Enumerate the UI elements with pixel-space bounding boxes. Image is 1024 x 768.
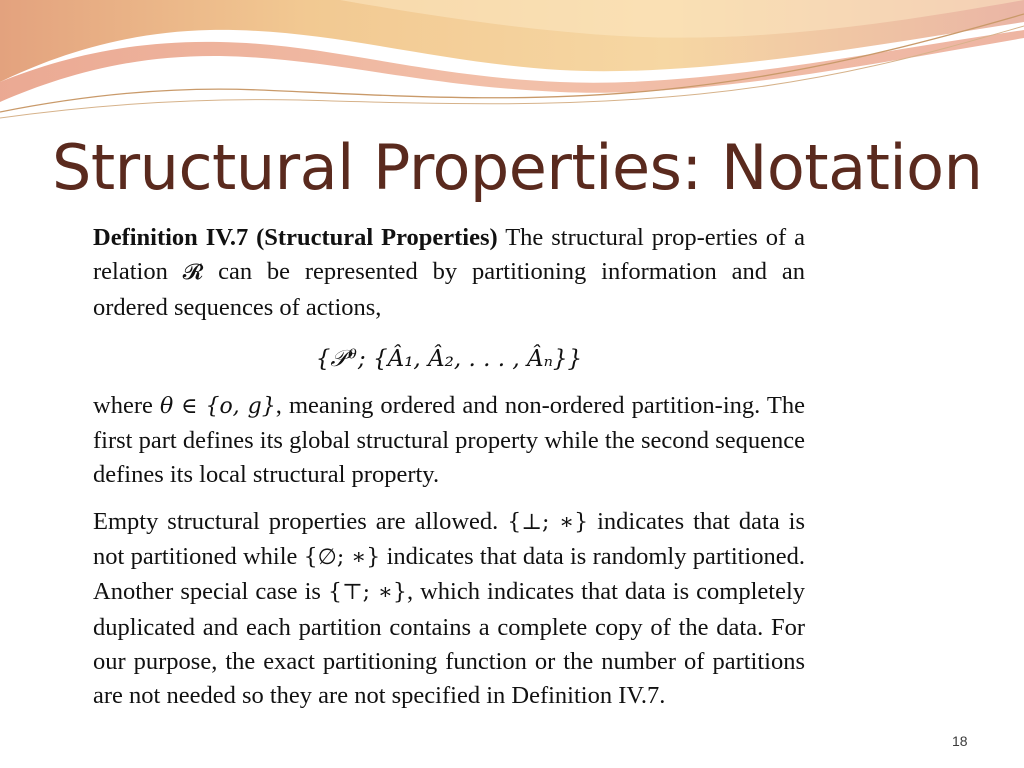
slide-title: Structural Properties: Notation bbox=[52, 131, 983, 204]
page-number: 18 bbox=[952, 733, 968, 749]
para2-text-3: indicates that data is randomly partitioned. Another special case is bbox=[93, 543, 805, 606]
para2-text-2: indicates that data is not partitioned while bbox=[93, 507, 806, 571]
definition-where bbox=[93, 389, 805, 493]
where-text-b: , meaning ordered and non-ordered partition-ing. The first part defines its global structural property while the second sequence defines its local structural property. bbox=[93, 391, 806, 489]
display-formula: {𝒫ᶿ; {Â₁, Â₂, . . . , Âₙ}} bbox=[315, 345, 583, 372]
definition-label: Definition IV.7 (Structural Properties) bbox=[93, 224, 498, 251]
definition-block bbox=[93, 221, 805, 714]
definition-text-b: can be represented by partitioning information and an ordered sequences of actions, bbox=[93, 258, 805, 321]
empty-properties-paragraph bbox=[93, 505, 805, 714]
emptyset-star-notation: {∅; ∗} bbox=[303, 545, 381, 571]
definition-text-a: The structural prop-erties of a relation bbox=[93, 224, 805, 286]
decorative-banner bbox=[0, 0, 1024, 130]
para2-text-1: Empty structural properties are allowed. bbox=[93, 507, 508, 535]
where-text-a: where bbox=[93, 391, 160, 419]
bottom-star-notation: {⊥; ∗} bbox=[507, 509, 589, 535]
definition-intro bbox=[93, 221, 805, 325]
para2-text-4: , which indicates that data is completely duplicated and each partition contains a complete copy of the data. For our purpose, the exact partitioning function or the number of partitions are not needed so they are not specified in Definition IV.7. bbox=[93, 578, 805, 710]
top-star-notation: {⊤; ∗} bbox=[327, 580, 407, 606]
relation-symbol: 𝓡 bbox=[182, 260, 204, 286]
theta-membership: θ ∈ {o, g} bbox=[159, 393, 276, 419]
